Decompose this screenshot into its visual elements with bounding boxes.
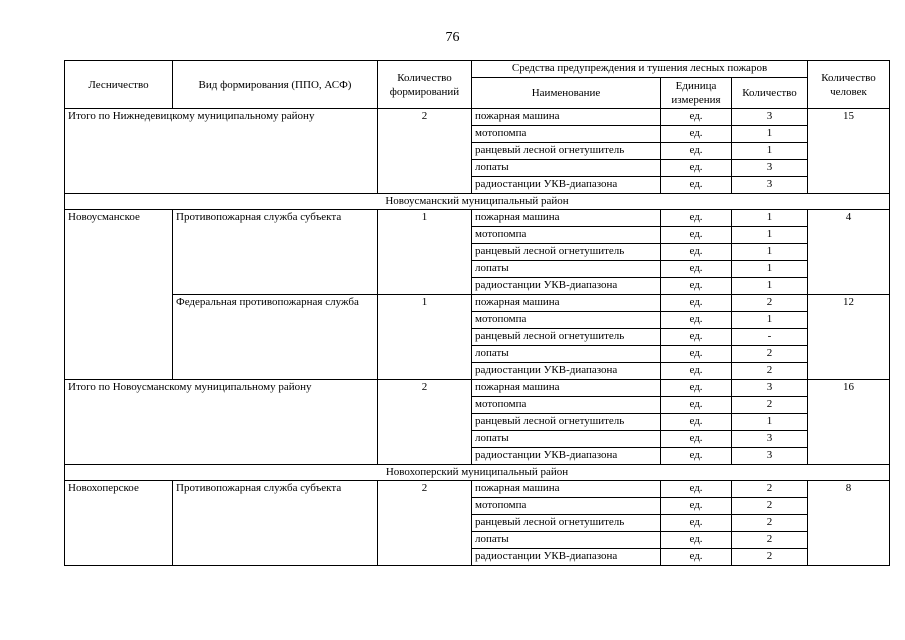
item-quantity: 2 xyxy=(732,397,808,414)
item-unit: ед. xyxy=(661,244,732,261)
section-title: Новоусманский муниципальный район xyxy=(65,194,890,210)
item-name: радиостанции УКВ-диапазона xyxy=(472,278,661,295)
item-name: мотопомпа xyxy=(472,312,661,329)
item-unit: ед. xyxy=(661,549,732,566)
item-quantity: 1 xyxy=(732,143,808,160)
item-quantity: 1 xyxy=(732,278,808,295)
item-unit: ед. xyxy=(661,210,732,227)
item-quantity: 3 xyxy=(732,160,808,177)
forestry-name: Новоусманское xyxy=(65,210,173,380)
item-unit: ед. xyxy=(661,261,732,278)
header-formation-count: Количество формирований xyxy=(378,61,472,109)
header-formation-type: Вид формирования (ППО, АСФ) xyxy=(173,61,378,109)
table-row xyxy=(65,109,890,126)
item-name: ранцевый лесной огнетушитель xyxy=(472,244,661,261)
header-forestry: Лесничество xyxy=(65,61,173,109)
item-name: мотопомпа xyxy=(472,397,661,414)
page-number: 76 xyxy=(445,30,460,45)
formation-count: 2 xyxy=(378,380,472,465)
equipment-table xyxy=(64,60,890,566)
item-quantity: 3 xyxy=(732,177,808,194)
item-unit: ед. xyxy=(661,126,732,143)
item-quantity: 1 xyxy=(732,227,808,244)
item-unit: ед. xyxy=(661,160,732,177)
people-count: 12 xyxy=(808,295,890,380)
item-name: пожарная машина xyxy=(472,481,661,498)
item-quantity: 1 xyxy=(732,414,808,431)
total-label: Итого по Новоусманскому муниципальному району xyxy=(65,380,378,465)
header-name: Наименование xyxy=(472,78,661,109)
table-row xyxy=(65,481,890,498)
item-name: радиостанции УКВ-диапазона xyxy=(472,363,661,380)
item-name: пожарная машина xyxy=(472,295,661,312)
item-quantity: 1 xyxy=(732,210,808,227)
item-name: радиостанции УКВ-диапазона xyxy=(472,549,661,566)
item-name: радиостанции УКВ-диапазона xyxy=(472,448,661,465)
item-unit: ед. xyxy=(661,431,732,448)
forestry-name: Новохоперское xyxy=(65,481,173,566)
item-unit: ед. xyxy=(661,177,732,194)
item-quantity: 3 xyxy=(732,448,808,465)
item-quantity: 2 xyxy=(732,295,808,312)
item-name: пожарная машина xyxy=(472,380,661,397)
people-count: 16 xyxy=(808,380,890,465)
item-name: лопаты xyxy=(472,431,661,448)
item-quantity: 1 xyxy=(732,261,808,278)
item-quantity: 1 xyxy=(732,312,808,329)
item-quantity: 3 xyxy=(732,109,808,126)
formation-count: 1 xyxy=(378,295,472,380)
item-name: пожарная машина xyxy=(472,210,661,227)
item-name: ранцевый лесной огнетушитель xyxy=(472,329,661,346)
item-unit: ед. xyxy=(661,414,732,431)
people-count: 4 xyxy=(808,210,890,295)
formation-count: 1 xyxy=(378,210,472,295)
item-quantity: 2 xyxy=(732,363,808,380)
people-count: 15 xyxy=(808,109,890,194)
item-quantity: 1 xyxy=(732,126,808,143)
item-name: ранцевый лесной огнетушитель xyxy=(472,143,661,160)
item-quantity: 3 xyxy=(732,431,808,448)
item-name: ранцевый лесной огнетушитель xyxy=(472,414,661,431)
table-row xyxy=(65,380,890,397)
item-quantity: 2 xyxy=(732,481,808,498)
item-quantity: 1 xyxy=(732,244,808,261)
item-quantity: - xyxy=(732,329,808,346)
item-name: лопаты xyxy=(472,160,661,177)
item-name: лопаты xyxy=(472,532,661,549)
people-count: 8 xyxy=(808,481,890,566)
item-quantity: 2 xyxy=(732,498,808,515)
item-unit: ед. xyxy=(661,143,732,160)
item-name: мотопомпа xyxy=(472,227,661,244)
item-quantity: 2 xyxy=(732,549,808,566)
item-quantity: 3 xyxy=(732,380,808,397)
table-row xyxy=(65,295,890,312)
item-unit: ед. xyxy=(661,295,732,312)
item-name: радиостанции УКВ-диапазона xyxy=(472,177,661,194)
item-unit: ед. xyxy=(661,278,732,295)
item-name: лопаты xyxy=(472,346,661,363)
item-unit: ед. xyxy=(661,329,732,346)
item-unit: ед. xyxy=(661,397,732,414)
item-unit: ед. xyxy=(661,481,732,498)
item-unit: ед. xyxy=(661,227,732,244)
section-row xyxy=(65,194,890,210)
formation-type: Федеральная противопожарная служба xyxy=(173,295,378,380)
item-quantity: 2 xyxy=(732,532,808,549)
item-unit: ед. xyxy=(661,380,732,397)
total-label: Итого по Нижнедевицкому муниципальному району xyxy=(65,109,378,194)
item-unit: ед. xyxy=(661,448,732,465)
item-unit: ед. xyxy=(661,109,732,126)
item-quantity: 2 xyxy=(732,346,808,363)
item-unit: ед. xyxy=(661,532,732,549)
item-name: лопаты xyxy=(472,261,661,278)
item-unit: ед. xyxy=(661,312,732,329)
item-name: пожарная машина xyxy=(472,109,661,126)
formation-count: 2 xyxy=(378,109,472,194)
table-row xyxy=(65,210,890,227)
item-unit: ед. xyxy=(661,515,732,532)
formation-type: Противопожарная служба субъекта xyxy=(173,481,378,566)
header-row-1 xyxy=(65,61,890,78)
item-unit: ед. xyxy=(661,346,732,363)
item-name: мотопомпа xyxy=(472,126,661,143)
item-unit: ед. xyxy=(661,363,732,380)
item-name: мотопомпа xyxy=(472,498,661,515)
header-people: Количество человек xyxy=(808,61,890,109)
table-body xyxy=(65,109,890,566)
header-quantity: Количество xyxy=(732,78,808,109)
header-means-group: Средства предупреждения и тушения лесных пожаров xyxy=(472,61,808,78)
header-unit: Единица измерения xyxy=(661,78,732,109)
formation-type: Противопожарная служба субъекта xyxy=(173,210,378,295)
item-name: ранцевый лесной огнетушитель xyxy=(472,515,661,532)
section-title: Новохоперский муниципальный район xyxy=(65,465,890,481)
section-row xyxy=(65,465,890,481)
formation-count: 2 xyxy=(378,481,472,566)
item-unit: ед. xyxy=(661,498,732,515)
item-quantity: 2 xyxy=(732,515,808,532)
